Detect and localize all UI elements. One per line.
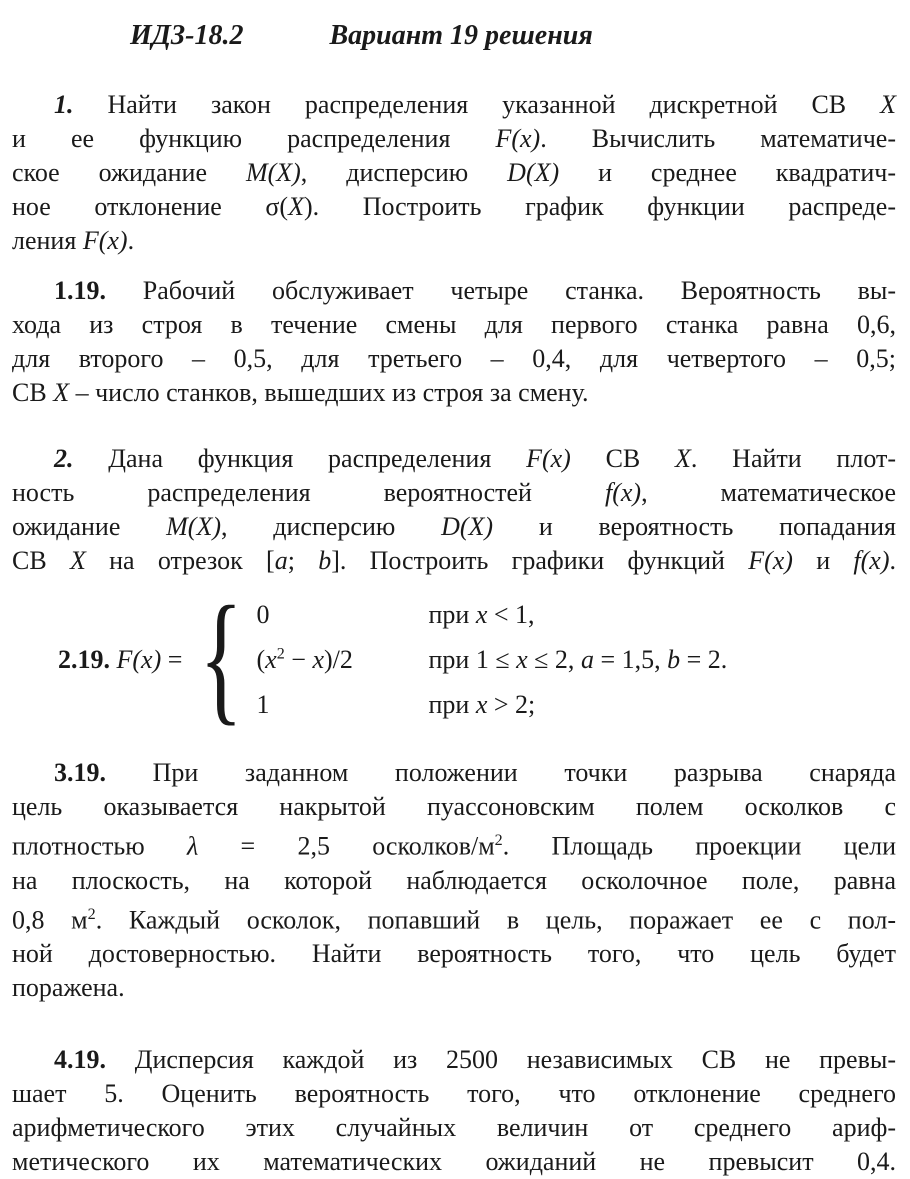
case-condition — [429, 645, 728, 675]
text-run: ность распределения вероятностей — [12, 478, 605, 507]
text-run: и вероятность попадания — [493, 512, 897, 541]
text-line — [12, 274, 896, 308]
text-run: . Площадь проекции цели — [502, 831, 897, 861]
text-run: при — [428, 690, 476, 719]
document-body — [12, 88, 896, 1179]
text-run: хода из строя в течение смены для первого станка равна 0,6, — [12, 310, 896, 339]
text-run: Дисперсия каждой из 2500 независимых СВ не превы- — [134, 1045, 896, 1075]
text-line — [12, 190, 896, 224]
text-run: b — [667, 645, 681, 674]
text-run: , дисперсию — [221, 512, 442, 541]
text-line — [12, 308, 896, 342]
text-line — [12, 156, 896, 190]
text-line — [12, 376, 896, 410]
text-line — [12, 971, 896, 1005]
text-run: = — [161, 645, 183, 674]
text-run: f(x) — [853, 546, 890, 575]
cases-brace: { — [199, 576, 244, 738]
text-run: F(x) — [495, 124, 541, 153]
text-run: 1. — [54, 90, 108, 119]
text-line — [12, 442, 896, 476]
text-run: 2. — [54, 444, 109, 473]
text-run: СВ — [12, 378, 54, 407]
problem-1-intro — [12, 88, 896, 258]
text-run: поражена. — [12, 973, 125, 1003]
text-line — [12, 122, 896, 156]
text-run: )/2 — [324, 645, 353, 674]
text-run: на плоскость, на которой наблюдается осколочное поле, равна — [12, 865, 896, 895]
text-run: F(x) — [748, 546, 793, 575]
text-run: 4.19. — [54, 1045, 135, 1075]
text-run: плотностью — [12, 831, 187, 861]
text-run: 1.19. — [54, 276, 143, 305]
text-line — [12, 790, 896, 824]
text-run: b — [318, 546, 332, 575]
text-run: . Каждый осколок, попавший в цель, поражает ее с пол- — [95, 905, 896, 935]
formula-label — [58, 645, 182, 675]
text-run: = 1,5, — [593, 645, 668, 674]
text-run: x — [516, 645, 528, 674]
text-run: 2 — [494, 832, 503, 849]
text-run: 2.19. — [58, 645, 117, 674]
text-run: = 2,5 осколков/м — [198, 831, 495, 861]
text-run: 0,8 м — [12, 905, 88, 935]
text-line — [12, 824, 896, 864]
problem-1-19 — [12, 274, 896, 410]
text-run: . Вычислить математиче- — [540, 124, 896, 153]
text-run: , математическое — [641, 478, 896, 507]
text-run: x — [475, 690, 488, 719]
text-run: , дисперсию — [300, 158, 508, 187]
text-run: x — [475, 600, 488, 629]
text-run: x — [265, 645, 277, 674]
text-run: x — [312, 645, 324, 674]
text-run: F(x) — [116, 645, 162, 674]
text-run: 2 — [87, 905, 96, 923]
text-run: – число станков, вышедших из строя за смену. — [69, 378, 589, 407]
text-run: 2 — [276, 645, 285, 663]
text-run: метического их математических ожиданий не превысит 0,4. — [12, 1147, 896, 1177]
text-run: X — [288, 192, 304, 221]
text-run: ожидание — [12, 512, 167, 541]
case-expression — [257, 600, 429, 630]
text-run: a — [274, 546, 288, 575]
case-condition — [429, 690, 536, 720]
text-run: F(x) — [526, 444, 571, 473]
text-run: F(x) — [82, 226, 128, 255]
case-expression — [257, 690, 429, 720]
text-run: и среднее квадратич- — [559, 158, 897, 187]
text-line — [12, 1077, 896, 1111]
text-run: . — [127, 226, 135, 255]
text-line — [12, 1043, 896, 1077]
case-row — [257, 683, 728, 728]
text-run: 1 — [256, 690, 270, 719]
text-run: ; — [287, 546, 319, 575]
text-run: При заданном положении точки разрыва снаряда — [152, 758, 896, 787]
text-run: 3.19. — [54, 758, 153, 787]
text-run: и — [792, 546, 854, 575]
text-line — [12, 544, 896, 578]
text-line — [12, 342, 896, 376]
text-line — [12, 476, 896, 510]
text-run: D(X) — [441, 512, 494, 541]
text-run: < 1, — [487, 600, 535, 629]
text-line — [12, 756, 896, 790]
text-run: и ее функцию распределения — [12, 124, 496, 153]
text-run: на отрезок [ — [85, 546, 275, 575]
text-run: шает 5. Оценить вероятность того, что отклонение среднего — [12, 1079, 896, 1109]
text-run: ). Построить график функции распреде- — [303, 192, 896, 221]
text-line — [12, 1111, 896, 1145]
text-run: D(X) — [507, 158, 560, 187]
text-line — [12, 510, 896, 544]
problem-4-19 — [12, 1043, 896, 1179]
text-line — [12, 898, 896, 938]
text-line — [12, 224, 896, 258]
text-line — [12, 1145, 896, 1179]
text-line — [12, 88, 896, 122]
text-run: . Найти плот- — [690, 444, 896, 473]
variant-title: Вариант 19 решения — [329, 20, 593, 51]
text-run: = 2. — [680, 645, 728, 674]
problem-2-intro — [12, 442, 896, 578]
text-run: цель оказывается накрытой пуассоновским полем осколков с — [12, 792, 896, 821]
text-run: Дана функция распределения — [108, 444, 527, 473]
text-run: ское ожидание — [12, 158, 246, 187]
case-row — [257, 593, 728, 638]
text-run: при — [428, 600, 476, 629]
text-run: X — [675, 444, 691, 473]
case-expression — [257, 645, 429, 675]
text-run: ной достоверностью. Найти вероятность того, что цель будет — [12, 939, 896, 969]
text-run: M(X) — [166, 512, 221, 541]
text-run: X — [53, 378, 70, 407]
text-run: для второго – 0,5, для третьего – 0,4, для четвертого – 0,5; — [12, 344, 896, 373]
problem-2-19-formula — [58, 576, 896, 738]
text-run: λ — [186, 831, 199, 861]
case-condition — [429, 600, 535, 630]
text-run: Рабочий обслуживает четыре станка. Вероятность вы- — [142, 276, 896, 305]
text-run: Найти закон распределения указанной дискретной СВ — [107, 90, 881, 119]
text-run: M(X) — [245, 158, 301, 187]
text-run: X — [880, 90, 896, 119]
text-run: ( — [256, 645, 266, 674]
text-run: ]. Построить графики функций — [331, 546, 749, 575]
text-line — [12, 937, 896, 971]
problem-3-19 — [12, 756, 896, 1005]
text-run: ления — [12, 226, 83, 255]
text-run: > 2; — [487, 690, 536, 719]
text-run: a — [580, 645, 594, 674]
text-line — [12, 864, 896, 898]
text-run: ное отклонение σ( — [12, 192, 289, 221]
text-run: ≤ 2, — [527, 645, 581, 674]
assignment-title: ИДЗ-18.2 — [130, 20, 244, 51]
text-run: f(x) — [604, 478, 642, 507]
cases-rows — [257, 593, 728, 728]
text-run: . — [889, 546, 896, 575]
text-run: арифметического этих случайных величин от среднего ариф- — [12, 1113, 896, 1143]
text-run: X — [69, 546, 86, 575]
text-run: СВ — [12, 546, 70, 575]
text-run: при 1 ≤ — [428, 645, 517, 674]
page-header — [130, 18, 896, 54]
text-run: СВ — [570, 444, 676, 473]
case-row — [257, 638, 728, 683]
text-run: − — [284, 645, 313, 674]
text-run: 0 — [256, 600, 270, 629]
